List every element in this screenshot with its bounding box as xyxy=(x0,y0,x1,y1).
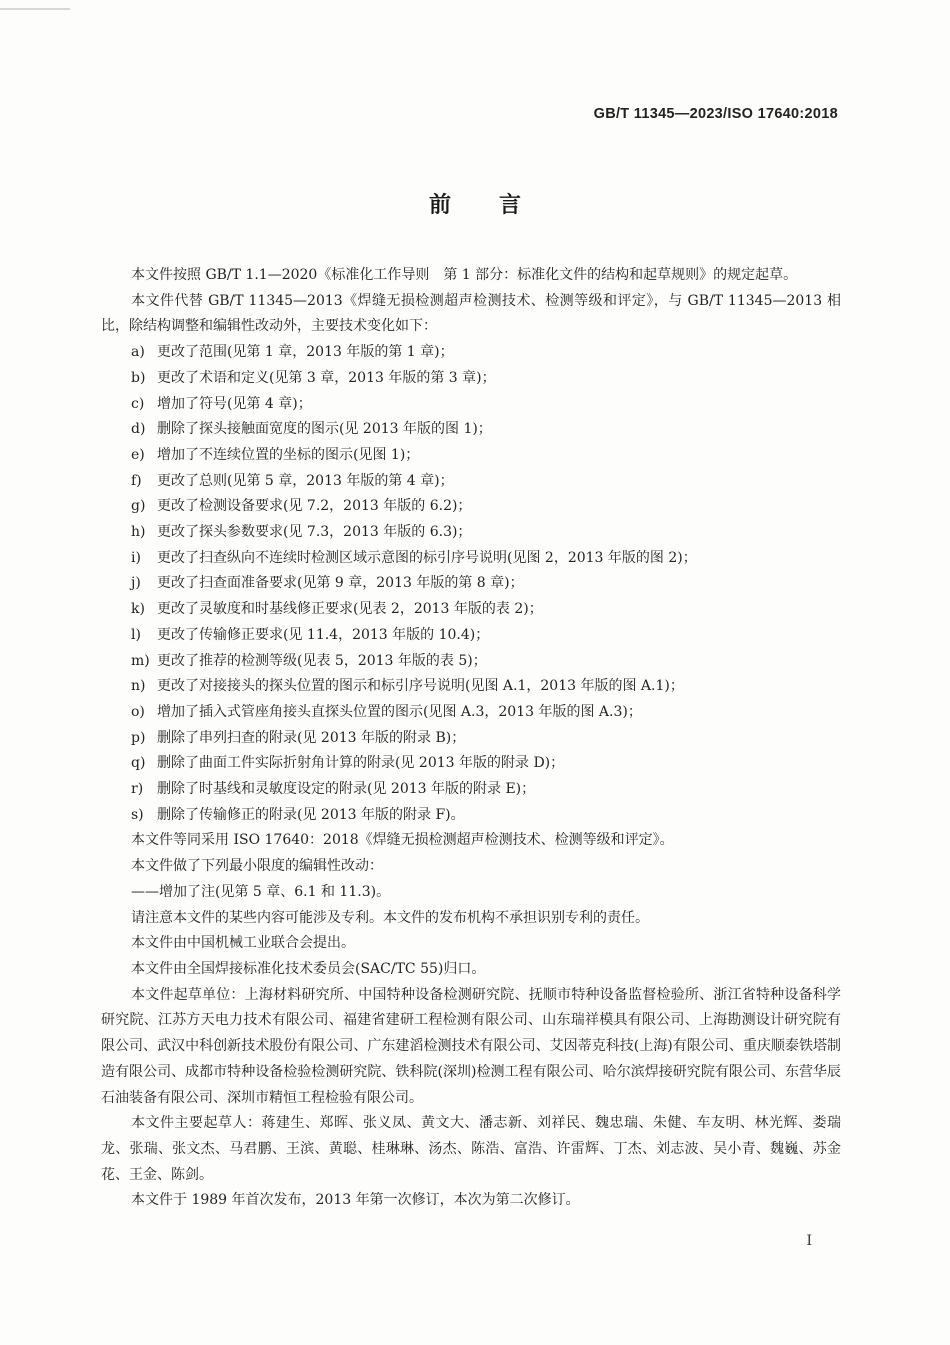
editorial-intro: 本文件做了下列最小限度的编辑性改动： xyxy=(131,858,383,875)
list-item-text: 删除了串列扫查的附录(见 2013 年版的附录 B)； xyxy=(157,729,466,746)
list-item-text: 更改了对接接头的探头位置的图示和标引序号说明(见图 A.1，2013 年版的图 A.1)； xyxy=(157,678,684,695)
list-item-text: 删除了探头接触面宽度的图示(见 2013 年版的图 1)； xyxy=(157,421,492,438)
list-item-text: 删除了传输修正的附录(见 2013 年版的附录 F)。 xyxy=(157,806,465,823)
list-item-text: 更改了扫查面准备要求(见第 9 章，2013 年版的第 8 章)； xyxy=(157,575,524,592)
drafters: 本文件主要起草人：蒋建生、郑晖、张义凤、黄文大、潘志新、刘祥民、魏忠瑞、朱健、车友明、林光辉、娄瑞龙、张瑞、张文杰、马君鹏、王滨、黄聪、桂琳琳、汤杰、陈浩、富浩、许雷辉、丁杰、刘志波、吴小青、魏巍、苏金花、王金、陈剑。 xyxy=(101,1115,841,1183)
list-item-label: q) xyxy=(131,755,146,772)
list-item xyxy=(101,392,841,418)
list-item xyxy=(101,571,841,597)
patent-notice: 请注意本文件的某些内容可能涉及专利。本文件的发布机构不承担识别专利的责任。 xyxy=(131,909,649,926)
page-number: I xyxy=(806,1233,812,1249)
list-item-label: o) xyxy=(131,703,145,720)
list-item xyxy=(101,597,841,623)
list-item-label: l) xyxy=(131,626,141,643)
adoption-statement: 本文件等同采用 ISO 17640：2018《焊缝无损检测超声检测技术、检测等级和评定》。 xyxy=(131,832,674,849)
intro-drafting-rule: 本文件按照 GB/T 1.1—2020《标准化工作导则 第 1 部分：标准化文件的结构和起草规则》的规定起草。 xyxy=(131,267,798,283)
editorial-item: ——增加了注(见第 5 章、6.1 和 11.3)。 xyxy=(131,883,391,900)
revision-history: 本文件于 1989 年首次发布，2013 年第一次修订，本次为第二次修订。 xyxy=(131,1192,580,1209)
list-item xyxy=(101,726,841,752)
standard-code: GB/T 11345—2023/ISO 17640:2018 xyxy=(593,106,838,122)
list-item-text: 增加了不连续位置的坐标的图示(见图 1)； xyxy=(157,446,420,463)
list-item-text: 更改了术语和定义(见第 3 章，2013 年版的第 3 章)； xyxy=(157,369,496,386)
list-item-text: 删除了时基线和灵敏度设定的附录(见 2013 年版的附录 E)； xyxy=(157,781,536,798)
list-item-text: 更改了检测设备要求(见 7.2，2013 年版的 6.2)； xyxy=(157,498,472,515)
list-item-label: m) xyxy=(131,652,150,669)
list-item-label: f) xyxy=(131,472,142,489)
list-item xyxy=(101,469,841,495)
list-item-text: 更改了扫查纵向不连续时检测区域示意图的标引序号说明(见图 2，2013 年版的图 2)； xyxy=(157,549,697,566)
list-item-text: 更改了范围(见第 1 章，2013 年版的第 1 章)； xyxy=(157,344,454,361)
list-item-text: 更改了灵敏度和时基线修正要求(见表 2，2013 年版的表 2)； xyxy=(157,601,543,618)
list-item xyxy=(101,751,841,777)
intro-replacement: 本文件代替 GB/T 11345—2013《焊缝无损检测超声检测技术、检测等级和评定》，与 GB/T 11345—2013 相比，除结构调整和编辑性改动外，主要技术变化如下： xyxy=(101,292,841,335)
list-item-label: p) xyxy=(131,729,146,746)
list-item xyxy=(101,417,841,443)
list-item xyxy=(101,674,841,700)
list-item-label: d) xyxy=(131,421,146,438)
list-item-label: s) xyxy=(131,806,144,823)
list-item-label: k) xyxy=(131,601,145,618)
list-item-text: 增加了符号(见第 4 章)； xyxy=(157,395,312,412)
list-item xyxy=(101,546,841,572)
scan-edge-mark xyxy=(0,8,70,10)
list-item-text: 更改了推荐的检测等级(见表 5，2013 年版的表 5)； xyxy=(157,652,487,669)
list-item xyxy=(101,366,841,392)
list-item-label: r) xyxy=(131,781,144,798)
list-item xyxy=(101,494,841,520)
list-item-text: 更改了传输修正要求(见 11.4，2013 年版的 10.4)； xyxy=(157,626,490,643)
list-item xyxy=(101,520,841,546)
managed-by: 本文件由全国焊接标准化技术委员会(SAC/TC 55)归口。 xyxy=(131,960,486,977)
list-item-label: i) xyxy=(131,549,141,566)
list-item-label: j) xyxy=(131,575,141,592)
list-item-label: e) xyxy=(131,446,145,463)
list-item-label: g) xyxy=(131,498,146,515)
list-item xyxy=(101,340,841,366)
list-item-label: h) xyxy=(131,524,146,541)
list-item-text: 更改了探头参数要求(见 7.3，2013 年版的 6.3)； xyxy=(157,524,472,541)
list-item xyxy=(101,649,841,675)
list-item xyxy=(101,623,841,649)
list-item xyxy=(101,777,841,803)
list-item-label: n) xyxy=(131,678,146,695)
drafting-units: 本文件起草单位：上海材料研究所、中国特种设备检测研究院、抚顺市特种设备监督检验所、浙江省特种设备科学研究院、江苏方天电力技术有限公司、福建省建研工程检测有限公司、山东瑞祥模具有限公司、上海勘测设计研究院有限公司、武汉中科创新技术股份有限公司、广东建滔检测技术有限公司、艾因蒂克科技(上海)有限公司、重庆顺泰铁塔制造有限公司、成都市特种设备检验检测研究院、铁科院(深圳)检测工程有限公司、哈尔滨焊接研究院有限公司、东营华辰石油装备有限公司、深圳市精恒工程检验有限公司。 xyxy=(101,986,841,1106)
list-item-label: b) xyxy=(131,369,146,386)
list-item xyxy=(101,443,841,469)
list-item-label: c) xyxy=(131,395,145,412)
list-item-text: 更改了总则(见第 5 章，2013 年版的第 4 章)； xyxy=(157,472,454,489)
page-title: 前言 xyxy=(428,193,569,218)
list-item-label: a) xyxy=(131,344,145,361)
list-item-text: 删除了曲面工件实际折射角计算的附录(见 2013 年版的附录 D)； xyxy=(157,755,565,772)
list-item xyxy=(101,803,841,829)
foreword-body xyxy=(101,263,841,1214)
list-item xyxy=(101,700,841,726)
list-item-text: 增加了插入式管座角接头直探头位置的图示(见图 A.3，2013 年版的图 A.3)； xyxy=(157,703,642,720)
proposed-by: 本文件由中国机械工业联合会提出。 xyxy=(131,935,355,952)
changes-list xyxy=(101,340,841,828)
